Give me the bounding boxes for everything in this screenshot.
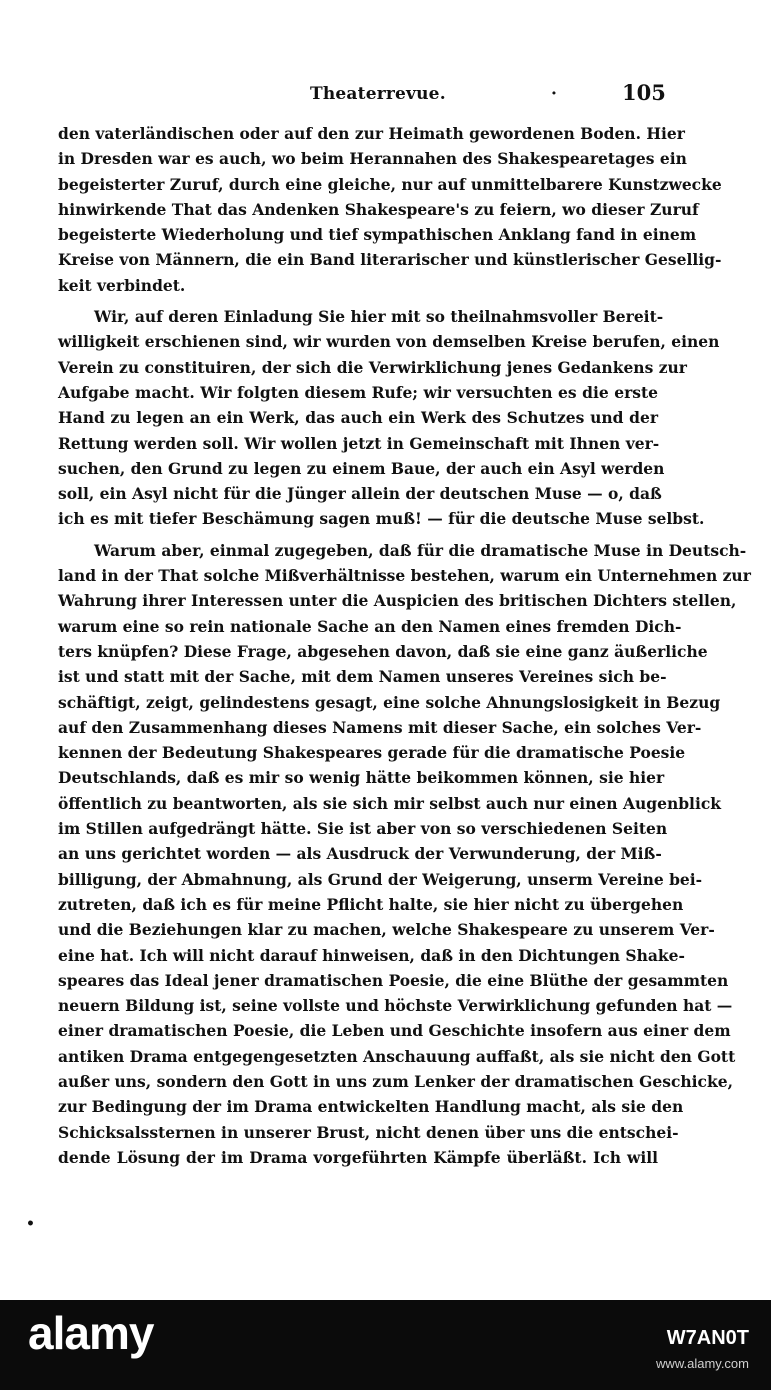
text-line: öffentlich zu beantworten, als sie sich mir selbst auch nur einen Augenblick — [58, 793, 722, 813]
text-line: in Dresden war es auch, wo beim Herannahen des Shakespearetages ein — [58, 149, 687, 169]
paragraph — [58, 121, 722, 298]
alamy-logo: alamy — [28, 1307, 154, 1359]
text-line: suchen, den Grund zu legen zu einem Baue, der auch ein Asyl werden — [58, 458, 665, 478]
text-line: dende Lösung der im Drama vorgeführten Kämpfe überläßt. Ich will — [58, 1147, 658, 1167]
text-line: keit verbindet. — [58, 275, 186, 295]
margin-mark: • — [26, 1216, 35, 1232]
running-title: Theaterrevue. — [310, 84, 446, 104]
text-line: billigung, der Abmahnung, als Grund der Weigerung, unserm Vereine bei- — [58, 869, 703, 889]
text-line: einer dramatischen Poesie, die Leben und Geschichte insofern aus einer dem — [58, 1021, 731, 1041]
text-line: Rettung werden soll. Wir wollen jetzt in Gemeinschaft mit Ihnen ver- — [58, 433, 660, 453]
text-line: Schicksalssternen in unserer Brust, nicht denen über uns die entschei- — [58, 1122, 679, 1142]
text-line: zutreten, daß ich es für meine Pflicht halte, sie hier nicht zu übergehen — [58, 894, 684, 914]
text-line: Kreise von Männern, die ein Band literarischer und künstlerischer Gesellig- — [58, 250, 722, 270]
text-line: begeisterter Zuruf, durch eine gleiche, nur auf unmittelbarere Kunstzwecke — [58, 174, 722, 194]
text-line: soll, ein Asyl nicht für die Jünger allein der deutschen Muse — o, daß — [58, 484, 662, 504]
text-line: Hand zu legen an ein Werk, das auch ein Werk des Schutzes und der — [58, 408, 658, 428]
text-line: auf den Zusammenhang dieses Namens mit dieser Sache, ein solches Ver- — [58, 717, 702, 737]
text-line: an uns gerichtet worden — als Ausdruck der Verwunderung, der Miß- — [58, 844, 662, 864]
body-text — [58, 121, 751, 1170]
image-id: W7AN0T — [666, 1327, 749, 1349]
text-line: Wahrung ihrer Interessen unter die Auspicien des britischen Dichters stellen, — [58, 591, 737, 611]
running-head-dot: · — [551, 84, 557, 104]
text-line: außer uns, sondern den Gott in uns zum Lenker der dramatischen Geschicke, — [58, 1071, 733, 1091]
text-line: den vaterländischen oder auf den zur Heimath gewordenen Boden. Hier — [58, 124, 685, 143]
text-line: warum eine so rein nationale Sache an den Namen eines fremden Dich- — [58, 616, 682, 636]
text-line: Aufgabe macht. Wir folgten diesem Rufe; wir versuchten es die erste — [58, 382, 658, 402]
text-line: Wir, auf deren Einladung Sie hier mit so theilnahmsvoller Bereit- — [94, 307, 664, 327]
paragraph — [58, 538, 751, 1170]
text-line: hinwirkende That das Andenken Shakespeare's zu feiern, wo dieser Zuruf — [58, 199, 699, 219]
text-line: schäftigt, zeigt, gelindestens gesagt, eine solche Ahnungslosigkeit in Bezug — [58, 692, 721, 712]
text-line: Deutschlands, daß es mir so wenig hätte beikommen können, sie hier — [58, 768, 665, 788]
watermark-url: www.alamy.com — [656, 1356, 749, 1371]
text-line: speares das Ideal jener dramatischen Poesie, die eine Blüthe der gesammten — [58, 970, 729, 990]
text-line: ist und statt mit der Sache, mit dem Namen unseres Vereines sich be- — [58, 667, 667, 687]
text-line: Warum aber, einmal zugegeben, daß für die dramatische Muse in Deutsch- — [94, 540, 747, 560]
text-line: im Stillen aufgedrängt hätte. Sie ist aber von so verschiedenen Seiten — [58, 819, 668, 839]
text-line: eine hat. Ich will nicht darauf hinweisen, daß in den Dichtungen Shake- — [58, 945, 685, 965]
text-line: zur Bedingung der im Drama entwickelten Handlung macht, als sie den — [58, 1097, 684, 1117]
text-line: kennen der Bedeutung Shakespeares gerade für die dramatische Poesie — [58, 743, 686, 763]
stock-watermark-bar — [0, 1300, 771, 1390]
text-line: neuern Bildung ist, seine vollste und höchste Verwirklichung gefunden hat — — [58, 996, 733, 1016]
text-line: land in der That solche Mißverhältnisse bestehen, warum ein Unternehmen zur — [58, 566, 751, 586]
text-line: ich es mit tiefer Beschämung sagen muß! — für die deutsche Muse selbst. — [58, 509, 705, 529]
page-number: 105 — [622, 80, 666, 105]
text-line: willigkeit erschienen sind, wir wurden von demselben Kreise berufen, einen — [58, 332, 720, 352]
running-head — [0, 80, 771, 114]
paragraph — [58, 304, 720, 532]
text-line: und die Beziehungen klar zu machen, welche Shakespeare zu unserem Ver- — [58, 920, 715, 940]
text-line: Verein zu constituiren, der sich die Verwirklichung jenes Gedankens zur — [58, 357, 687, 377]
text-line: ters knüpfen? Diese Frage, abgesehen davon, daß sie eine ganz äußerliche — [58, 641, 708, 661]
text-line: antiken Drama entgegengesetzten Anschauung auffaßt, als sie nicht den Gott — [58, 1046, 736, 1066]
text-line: begeisterte Wiederholung und tief sympathischen Anklang fand in einem — [58, 225, 697, 245]
